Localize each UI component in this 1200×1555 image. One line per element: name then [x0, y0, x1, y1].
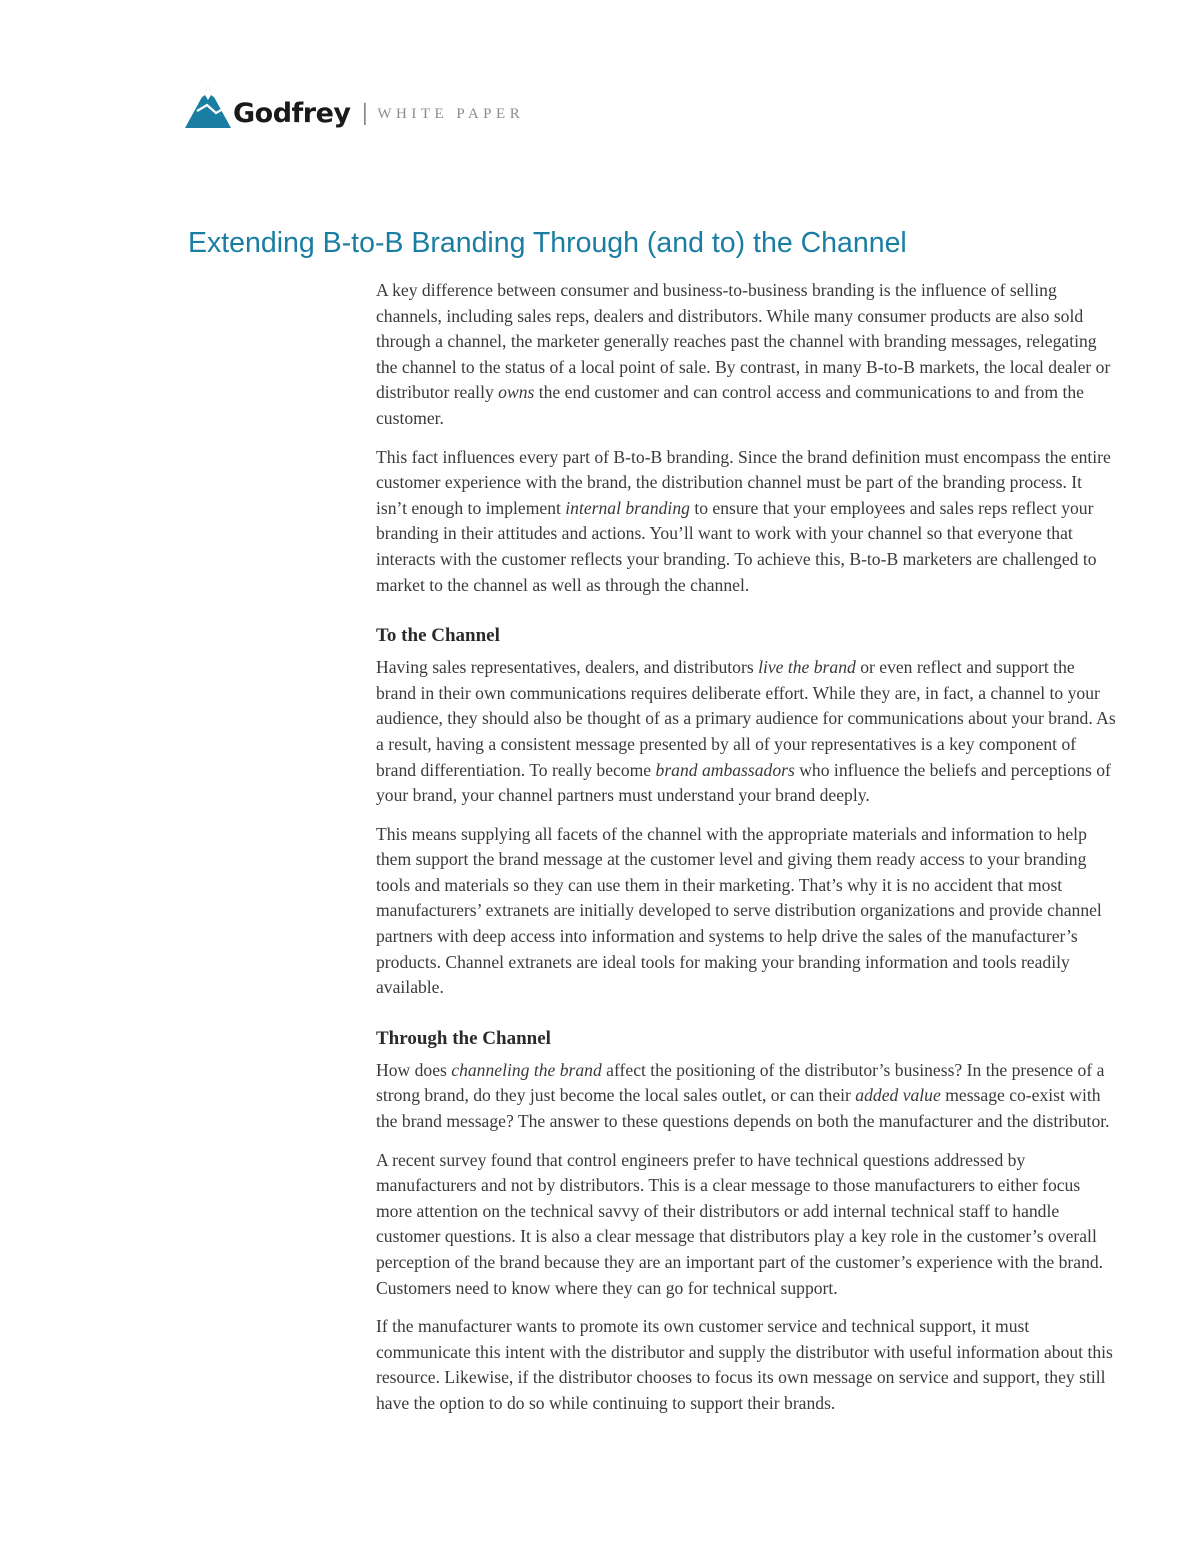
paragraph: A recent survey found that control engineers prefer to have technical questions addressed by manufacturers and not by distributors. This is a clear message to those manufacturers to either focus more attention on the technical savvy of their distributors or add internal technical staff to handle customer questions. It is also a clear message that distributors play a key role in the customer’s overall perception of the brand because they are an important part of the customer’s experience with the brand. Customers need to know where they can go for technical support.	[376, 1149, 1104, 1298]
paragraph: A key difference between consumer and business-to-business branding is the influence of selling channels, including sales reps, dealers and distributors. While many consumer products are also sold through a channel, the marketer generally reaches past the channel with branding messages, relegating the channel to the status of a local point of sale. By contrast, in many B-to-B markets, the local dealer or distributor really owns the end customer and can control access and communications to and from the customer.	[376, 280, 1111, 428]
emphasis: live the brand	[758, 657, 856, 678]
emphasis: owns	[498, 382, 535, 403]
emphasis: added value	[855, 1085, 941, 1106]
emphasis: brand ambassadors	[655, 759, 795, 780]
brand-name: Godfrey	[233, 97, 351, 129]
header-divider: |	[362, 99, 368, 126]
document-header	[185, 82, 524, 132]
paragraph: If the manufacturer wants to promote its own customer service and technical support, it must communicate this intent with the distributor and supply the distributor with useful information about this resource. Likewise, if the distributor chooses to focus its own message on service and support, they still have the option to do so while continuing to support their brands.	[376, 1316, 1113, 1413]
mountain-logo-icon	[185, 84, 231, 130]
paragraph: This fact influences every part of B-to-B branding. Since the brand definition must encompass the entire customer experience with the brand, the distribution channel must be part of the branding process. It isn’t enough to implement internal branding to ensure that your employees and sales reps reflect your branding in their attitudes and actions. You’ll want to work with your channel so that everyone that interacts with the customer reflects your branding. To achieve this, B-to-B marketers are challenged to market to the channel as well as through the channel.	[376, 446, 1111, 595]
paragraph: Having sales representatives, dealers, and distributors live the brand or even reflect and support the brand in their own communications requires deliberate effort. While they are, in fact, a channel to your audience, they should also be thought of as a primary audience for communications about your brand. As a result, having a consistent message presented by all of your representatives is a key component of brand differentiation. To really become brand ambassadors who influence the beliefs and perceptions of your brand, your channel partners must understand your brand deeply.	[376, 657, 1116, 806]
paragraph: How does channeling the brand affect the positioning of the distributor’s business? In the presence of a strong brand, do they just become the local sales outlet, or can their added value message co-exist with the brand message? The answer to these questions depends on both the manufacturer and the distributor.	[376, 1059, 1110, 1132]
page-title: Extending B-to-B Branding Through (and to) the Channel	[188, 227, 907, 259]
section-heading-to-the-channel: To the Channel	[376, 625, 500, 647]
paragraph: This means supplying all facets of the channel with the appropriate materials and information to help them support the brand message at the customer level and giving them ready access to your branding tools and materials so they can use them in their marketing. That’s why it is no accident that most manufacturers’ extranets are initially developed to serve distribution organizations and provide channel partners with deep access into information and systems to help drive the sales of the manufacturer’s products. Channel extranets are ideal tools for making your branding information and tools readily available.	[376, 823, 1102, 998]
document-type-label: WHITE PAPER	[377, 105, 525, 122]
body-content	[376, 278, 1116, 1430]
emphasis: internal branding	[565, 497, 690, 518]
section-heading-through-the-channel: Through the Channel	[376, 1027, 551, 1049]
emphasis: channeling the brand	[451, 1059, 602, 1080]
